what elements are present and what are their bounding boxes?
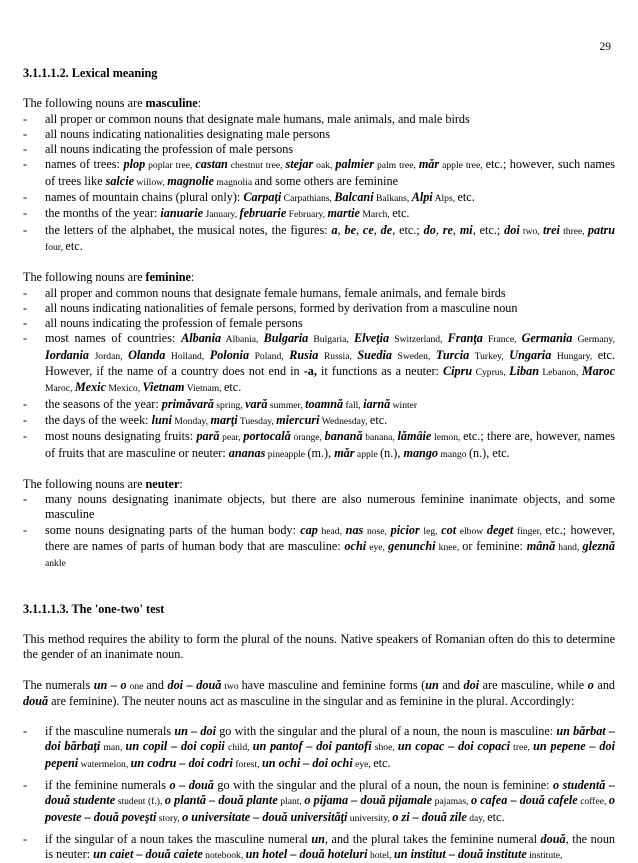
text-run: the months of the year: bbox=[45, 206, 161, 221]
text-run: , bbox=[337, 222, 345, 237]
text-run: (n.), bbox=[380, 445, 404, 460]
romanian-word: Elveţia bbox=[353, 331, 390, 346]
english-gloss: Albania, bbox=[221, 334, 264, 346]
romanian-word: deget bbox=[486, 522, 514, 537]
english-gloss: man, bbox=[100, 742, 126, 754]
text-run: or feminine: bbox=[462, 539, 527, 554]
text-run: , the noun is neuter: bbox=[45, 831, 616, 862]
romanian-word: un copac – doi copaci bbox=[397, 739, 510, 754]
romanian-word: Albania bbox=[181, 331, 222, 346]
romanian-word: o bbox=[587, 677, 594, 692]
english-gloss: two bbox=[221, 680, 242, 692]
romanian-word: picior bbox=[390, 522, 420, 537]
text-run: etc. bbox=[373, 755, 391, 770]
romanian-word: de bbox=[380, 222, 393, 237]
romanian-word: o universitate – două universităţi bbox=[182, 809, 348, 824]
text-run: many nouns designating inanimate objects, but there are also numerous feminine inanimate objects, and some masculine bbox=[45, 492, 615, 522]
romanian-word: doi – două bbox=[167, 677, 222, 692]
romanian-word: o zi – două zile bbox=[392, 809, 467, 824]
english-gloss: tree, bbox=[510, 742, 534, 754]
text-run: etc. bbox=[369, 412, 388, 427]
text-run: and some others are feminine bbox=[254, 173, 398, 188]
romanian-word: portocală bbox=[243, 429, 291, 444]
romanian-word: Maroc bbox=[581, 364, 616, 379]
romanian-word: re bbox=[442, 222, 453, 237]
neuter-intro: The following nouns are neuter: bbox=[23, 476, 183, 491]
romanian-word: o cafea – două cafele bbox=[470, 793, 578, 808]
english-gloss: Holland, bbox=[165, 350, 210, 362]
romanian-word: doi bbox=[463, 677, 480, 692]
romanian-word: ochi bbox=[344, 539, 367, 554]
english-gloss: Switzerland, bbox=[389, 334, 448, 346]
neuter-list bbox=[23, 492, 615, 571]
romanian-word: a bbox=[331, 222, 338, 237]
romanian-word: un pepene – doi pepeni bbox=[45, 739, 615, 770]
romanian-word: Mexic bbox=[74, 380, 106, 395]
text-run: (m.), bbox=[307, 445, 335, 460]
text-run: etc.; there are, however, names of fruits that are masculine or neuter: bbox=[45, 429, 615, 460]
english-gloss: Cyprus, bbox=[472, 367, 510, 379]
romanian-word: miercuri bbox=[276, 412, 320, 427]
english-gloss: spring, bbox=[213, 399, 246, 411]
romanian-word: marţi bbox=[210, 412, 238, 427]
list-item bbox=[23, 778, 615, 826]
english-gloss: Hungary, bbox=[551, 350, 598, 362]
english-gloss: winter bbox=[390, 399, 418, 411]
romanian-word: nas bbox=[345, 522, 364, 537]
romanian-word: ananas bbox=[228, 445, 266, 460]
romanian-word: Ungaria bbox=[509, 347, 552, 362]
english-gloss: one bbox=[126, 680, 147, 692]
text-run: some nouns designating parts of the human body: bbox=[45, 522, 301, 537]
list-item bbox=[23, 142, 615, 157]
feminine-intro: The following nouns are feminine: bbox=[23, 270, 195, 285]
romanian-word: mango bbox=[403, 445, 439, 460]
english-gloss: head, bbox=[317, 525, 346, 537]
romanian-word: un ochi – doi ochi bbox=[261, 755, 353, 770]
english-gloss: eye, bbox=[352, 758, 374, 770]
english-gloss: pajamas, bbox=[432, 796, 471, 808]
text-run: , etc.; bbox=[392, 222, 424, 237]
english-gloss: Sweden, bbox=[391, 350, 436, 362]
english-gloss: university, bbox=[347, 812, 393, 824]
english-gloss: four, bbox=[45, 241, 66, 253]
romanian-word: do bbox=[423, 222, 436, 237]
english-gloss: finger, bbox=[513, 525, 546, 537]
english-gloss: elbow bbox=[456, 525, 487, 537]
romanian-word: luni bbox=[151, 412, 172, 427]
english-gloss: Monday, bbox=[171, 415, 211, 427]
text-run: all nouns indicating the profession of male persons bbox=[45, 142, 294, 157]
text-run: all nouns indicating nationalities of female persons, formed by derivation from a masculine noun bbox=[45, 300, 518, 315]
english-gloss: shoe, bbox=[371, 742, 398, 754]
english-gloss: story, bbox=[156, 812, 183, 824]
english-gloss: chestnut tree, bbox=[227, 160, 286, 172]
feminine-list bbox=[23, 286, 615, 462]
romanian-word: o studentă – două studente bbox=[45, 777, 615, 808]
text-run: and bbox=[438, 677, 464, 692]
english-gloss: Balkans, bbox=[373, 193, 412, 205]
english-gloss: Alps, bbox=[432, 193, 458, 205]
english-gloss: Tuesday, bbox=[237, 415, 277, 427]
text-run: if the singular of a noun takes the masculine numeral bbox=[45, 831, 312, 846]
romanian-word: un – doi bbox=[174, 724, 216, 739]
text-run: most nouns designating fruits: bbox=[45, 429, 197, 444]
text-run: all nouns indicating the profession of female persons bbox=[45, 316, 303, 331]
text-run: if the masculine numerals bbox=[45, 724, 175, 739]
english-gloss: mango bbox=[438, 448, 469, 460]
list-item bbox=[23, 492, 615, 523]
list-item bbox=[23, 190, 615, 206]
romanian-word: palmier bbox=[335, 157, 374, 172]
english-gloss: apple bbox=[354, 448, 381, 460]
romanian-word: un – o bbox=[93, 677, 127, 692]
english-gloss: magnolia bbox=[213, 176, 255, 188]
romanian-word: magnolie bbox=[167, 173, 214, 188]
text-run: go with the singular and the plural of a noun, the noun is feminine: bbox=[213, 777, 554, 792]
english-gloss: pear, bbox=[219, 432, 244, 444]
english-gloss: willow, bbox=[134, 176, 168, 188]
text-run: , and the plural takes the feminine numeral bbox=[324, 831, 541, 846]
romanian-word: Germania bbox=[521, 331, 573, 346]
list-item bbox=[23, 832, 615, 863]
text-run: etc.; however, such names of trees like bbox=[45, 157, 616, 188]
text-run: the letters of the alphabet, the musical notes, the figures: bbox=[45, 222, 332, 237]
masculine-intro: The following nouns are masculine: bbox=[23, 96, 202, 111]
text-run: , bbox=[435, 222, 443, 237]
list-item bbox=[23, 724, 615, 772]
text-run: and bbox=[593, 677, 616, 692]
list-item bbox=[23, 316, 615, 331]
romanian-word: un bbox=[425, 677, 439, 692]
romanian-word: Polonia bbox=[209, 347, 250, 362]
romanian-word: Olanda bbox=[128, 347, 166, 362]
english-gloss: lemon, bbox=[431, 432, 464, 444]
romanian-word: plop bbox=[123, 157, 146, 172]
english-gloss: eye, bbox=[366, 542, 389, 554]
romanian-word: o plantă – două plante bbox=[164, 793, 278, 808]
english-gloss: Jordan, bbox=[89, 350, 129, 362]
romanian-word: un pantof – doi pantofi bbox=[252, 739, 372, 754]
romanian-word: ce bbox=[362, 222, 374, 237]
text-run: it functions as a neuter: bbox=[316, 364, 444, 379]
romanian-word: trei bbox=[542, 222, 560, 237]
english-gloss: hand, bbox=[555, 542, 583, 554]
list-item bbox=[23, 286, 615, 301]
page-content bbox=[23, 66, 615, 863]
list-item bbox=[23, 301, 615, 316]
list-item bbox=[23, 223, 615, 256]
english-gloss: summer, bbox=[267, 399, 306, 411]
romanian-word: Alpi bbox=[411, 190, 433, 205]
text-run: are feminine). The neuter nouns act as masculine in the singular and as feminine in the plural. Accordingly: bbox=[48, 693, 575, 708]
english-gloss: orange, bbox=[290, 432, 325, 444]
english-gloss: Lebanon, bbox=[538, 367, 582, 379]
romanian-word: Bulgaria bbox=[263, 331, 309, 346]
romanian-word: Carpaţi bbox=[243, 190, 282, 205]
romanian-word: măr bbox=[334, 445, 355, 460]
english-gloss: March, bbox=[359, 209, 393, 221]
list-item bbox=[23, 331, 615, 396]
romanian-word: iarnă bbox=[363, 396, 391, 411]
romanian-word: mi bbox=[459, 222, 473, 237]
english-gloss: student (f.), bbox=[115, 796, 165, 808]
list-item bbox=[23, 157, 615, 190]
text-run: if the feminine numerals bbox=[45, 777, 170, 792]
english-gloss: pineapple bbox=[265, 448, 308, 460]
page-number: 29 bbox=[599, 41, 611, 53]
text-run: the days of the week: bbox=[45, 412, 152, 427]
section-heading-one-two-test: 3.1.1.1.3. The 'one-two' test bbox=[23, 601, 165, 616]
text-run: , bbox=[356, 222, 363, 237]
text-run: go with the singular and the plural of a noun, the noun is masculine: bbox=[215, 724, 557, 739]
list-item bbox=[23, 127, 615, 142]
text-run: and bbox=[146, 677, 168, 692]
romanian-word: un institut – două institute bbox=[393, 847, 527, 862]
english-gloss: Carpathians, bbox=[281, 193, 335, 205]
english-gloss: Maroc, bbox=[45, 383, 75, 395]
romanian-word: doi bbox=[504, 222, 520, 237]
romanian-word: toamnă bbox=[305, 396, 344, 411]
romanian-word: un hotel – două hoteluri bbox=[245, 847, 368, 862]
english-gloss: banana, bbox=[362, 432, 398, 444]
romanian-word: o pijama – două pijamale bbox=[304, 793, 433, 808]
english-gloss: fall, bbox=[343, 399, 364, 411]
masculine-list bbox=[23, 112, 615, 256]
romanian-word: o – două bbox=[169, 777, 214, 792]
text-run: (n.), etc. bbox=[468, 445, 510, 460]
romanian-word: genunchi bbox=[388, 539, 436, 554]
english-gloss: watermelon, bbox=[78, 758, 131, 770]
english-gloss: Mexico, bbox=[105, 383, 143, 395]
text-run: have masculine and feminine forms ( bbox=[241, 677, 426, 692]
paragraph-method bbox=[23, 632, 615, 663]
romanian-word: Liban bbox=[509, 364, 539, 379]
romanian-word: mână bbox=[526, 539, 556, 554]
romanian-word: vară bbox=[245, 396, 268, 411]
english-gloss: February, bbox=[286, 209, 328, 221]
english-gloss: Germany, bbox=[572, 334, 615, 346]
romanian-word: Iordania bbox=[45, 347, 90, 362]
english-gloss: Vietnam, bbox=[184, 383, 224, 395]
text-run: all proper or common nouns that designate male humans, male animals, and male birds bbox=[45, 111, 470, 126]
romanian-word: două bbox=[23, 693, 49, 708]
english-gloss: poplar tree, bbox=[145, 160, 196, 172]
english-gloss: ankle bbox=[45, 558, 66, 570]
english-gloss: Turkey, bbox=[469, 350, 510, 362]
text-run: etc. bbox=[487, 809, 505, 824]
text-run: etc. bbox=[457, 190, 475, 205]
romanian-word: be bbox=[344, 222, 356, 237]
english-gloss: coffee, bbox=[577, 796, 609, 808]
text-run: etc. bbox=[65, 238, 83, 253]
text-run: are masculine, while bbox=[479, 677, 588, 692]
text-run: names of mountain chains (plural only): bbox=[45, 190, 244, 205]
english-gloss: nose, bbox=[363, 525, 391, 537]
romanian-word: primăvară bbox=[161, 396, 214, 411]
english-gloss: institute, bbox=[526, 850, 563, 862]
romanian-word: lămâie bbox=[397, 429, 432, 444]
text-run: most names of countries: bbox=[45, 331, 182, 346]
romanian-word: Turcia bbox=[435, 347, 470, 362]
english-gloss: Bulgaria, bbox=[308, 334, 354, 346]
text-run: This method requires the ability to form the plural of the nouns. Native speakers of Romanian often do this to determine the gender of an inanimate noun. bbox=[23, 631, 615, 662]
english-gloss: Wednesday, bbox=[319, 415, 370, 427]
test-rules-list bbox=[23, 724, 615, 863]
romanian-word: patru bbox=[587, 222, 616, 237]
text-run: names of trees: bbox=[45, 157, 124, 172]
text-run: the seasons of the year: bbox=[45, 396, 162, 411]
romanian-word: ianuarie bbox=[160, 206, 204, 221]
romanian-word: două bbox=[540, 831, 566, 846]
text-run: etc. bbox=[223, 380, 242, 395]
romanian-word: salcie bbox=[105, 173, 135, 188]
text-run: etc.; however, there are names of parts of human body that are masculine: bbox=[45, 522, 616, 554]
text-run: The numerals bbox=[23, 677, 94, 692]
english-gloss: day, bbox=[466, 812, 488, 824]
romanian-word: Vietnam bbox=[142, 380, 185, 395]
text-run: etc. However, if the name of a country does not end in bbox=[45, 347, 615, 379]
text-run: , etc.; bbox=[472, 222, 505, 237]
list-item bbox=[23, 523, 615, 572]
romanian-word: pară bbox=[196, 429, 220, 444]
romanian-word: banană bbox=[324, 429, 363, 444]
romanian-word: februarie bbox=[239, 206, 287, 221]
english-gloss: January, bbox=[203, 209, 240, 221]
english-gloss: oak, bbox=[313, 160, 336, 172]
english-gloss: forest, bbox=[232, 758, 262, 770]
romanian-word: gleznă bbox=[582, 539, 615, 554]
text-run: etc. bbox=[392, 206, 410, 221]
english-gloss: Russia, bbox=[318, 350, 358, 362]
english-gloss: apple tree, bbox=[439, 160, 486, 172]
list-item bbox=[23, 413, 615, 429]
text-run: all nouns indicating nationalities designating male persons bbox=[45, 126, 330, 141]
romanian-word: Suedia bbox=[357, 347, 392, 362]
english-gloss: three, bbox=[559, 225, 588, 237]
english-gloss: knee, bbox=[435, 542, 463, 554]
english-gloss: two, bbox=[519, 225, 543, 237]
romanian-word: Rusia bbox=[289, 347, 319, 362]
romanian-word: cap bbox=[300, 522, 318, 537]
english-gloss: hotel, bbox=[367, 850, 394, 862]
romanian-word: un bărbat – doi bărbaţi bbox=[45, 724, 616, 754]
text-run: , bbox=[452, 222, 460, 237]
romanian-word: cot bbox=[441, 522, 457, 537]
romanian-word: un caiet – două caiete bbox=[93, 847, 203, 862]
list-item bbox=[23, 112, 615, 127]
romanian-word: un bbox=[311, 831, 325, 846]
romanian-word: Balcani bbox=[334, 190, 374, 205]
romanian-word: o poveste – două poveşti bbox=[45, 793, 616, 824]
list-item bbox=[23, 206, 615, 222]
text-run: , bbox=[373, 222, 381, 237]
section-heading-lexical-meaning: 3.1.1.1.2. Lexical meaning bbox=[23, 66, 158, 80]
romanian-word: Franţa bbox=[447, 331, 483, 346]
paragraph-numerals bbox=[23, 678, 615, 710]
english-gloss: France, bbox=[482, 334, 522, 346]
english-gloss: palm tree, bbox=[373, 160, 419, 172]
romanian-word: Cipru bbox=[443, 364, 473, 379]
romanian-word: martie bbox=[327, 206, 360, 221]
list-item bbox=[23, 429, 615, 462]
english-gloss: Poland, bbox=[249, 350, 290, 362]
english-gloss: plant, bbox=[277, 796, 305, 808]
bold-text: -a, bbox=[303, 364, 317, 379]
list-item bbox=[23, 397, 615, 413]
romanian-word: castan bbox=[195, 157, 228, 172]
english-gloss: notebook, bbox=[202, 850, 246, 862]
romanian-word: stejar bbox=[285, 157, 314, 172]
english-gloss: leg, bbox=[419, 525, 442, 537]
text-run: all proper and common nouns that designate female humans, female animals, and female birds bbox=[45, 285, 506, 300]
romanian-word: un codru – doi codri bbox=[130, 755, 233, 770]
romanian-word: un copil – doi copii bbox=[125, 739, 225, 754]
english-gloss: child, bbox=[224, 742, 253, 754]
romanian-word: măr bbox=[418, 157, 440, 172]
